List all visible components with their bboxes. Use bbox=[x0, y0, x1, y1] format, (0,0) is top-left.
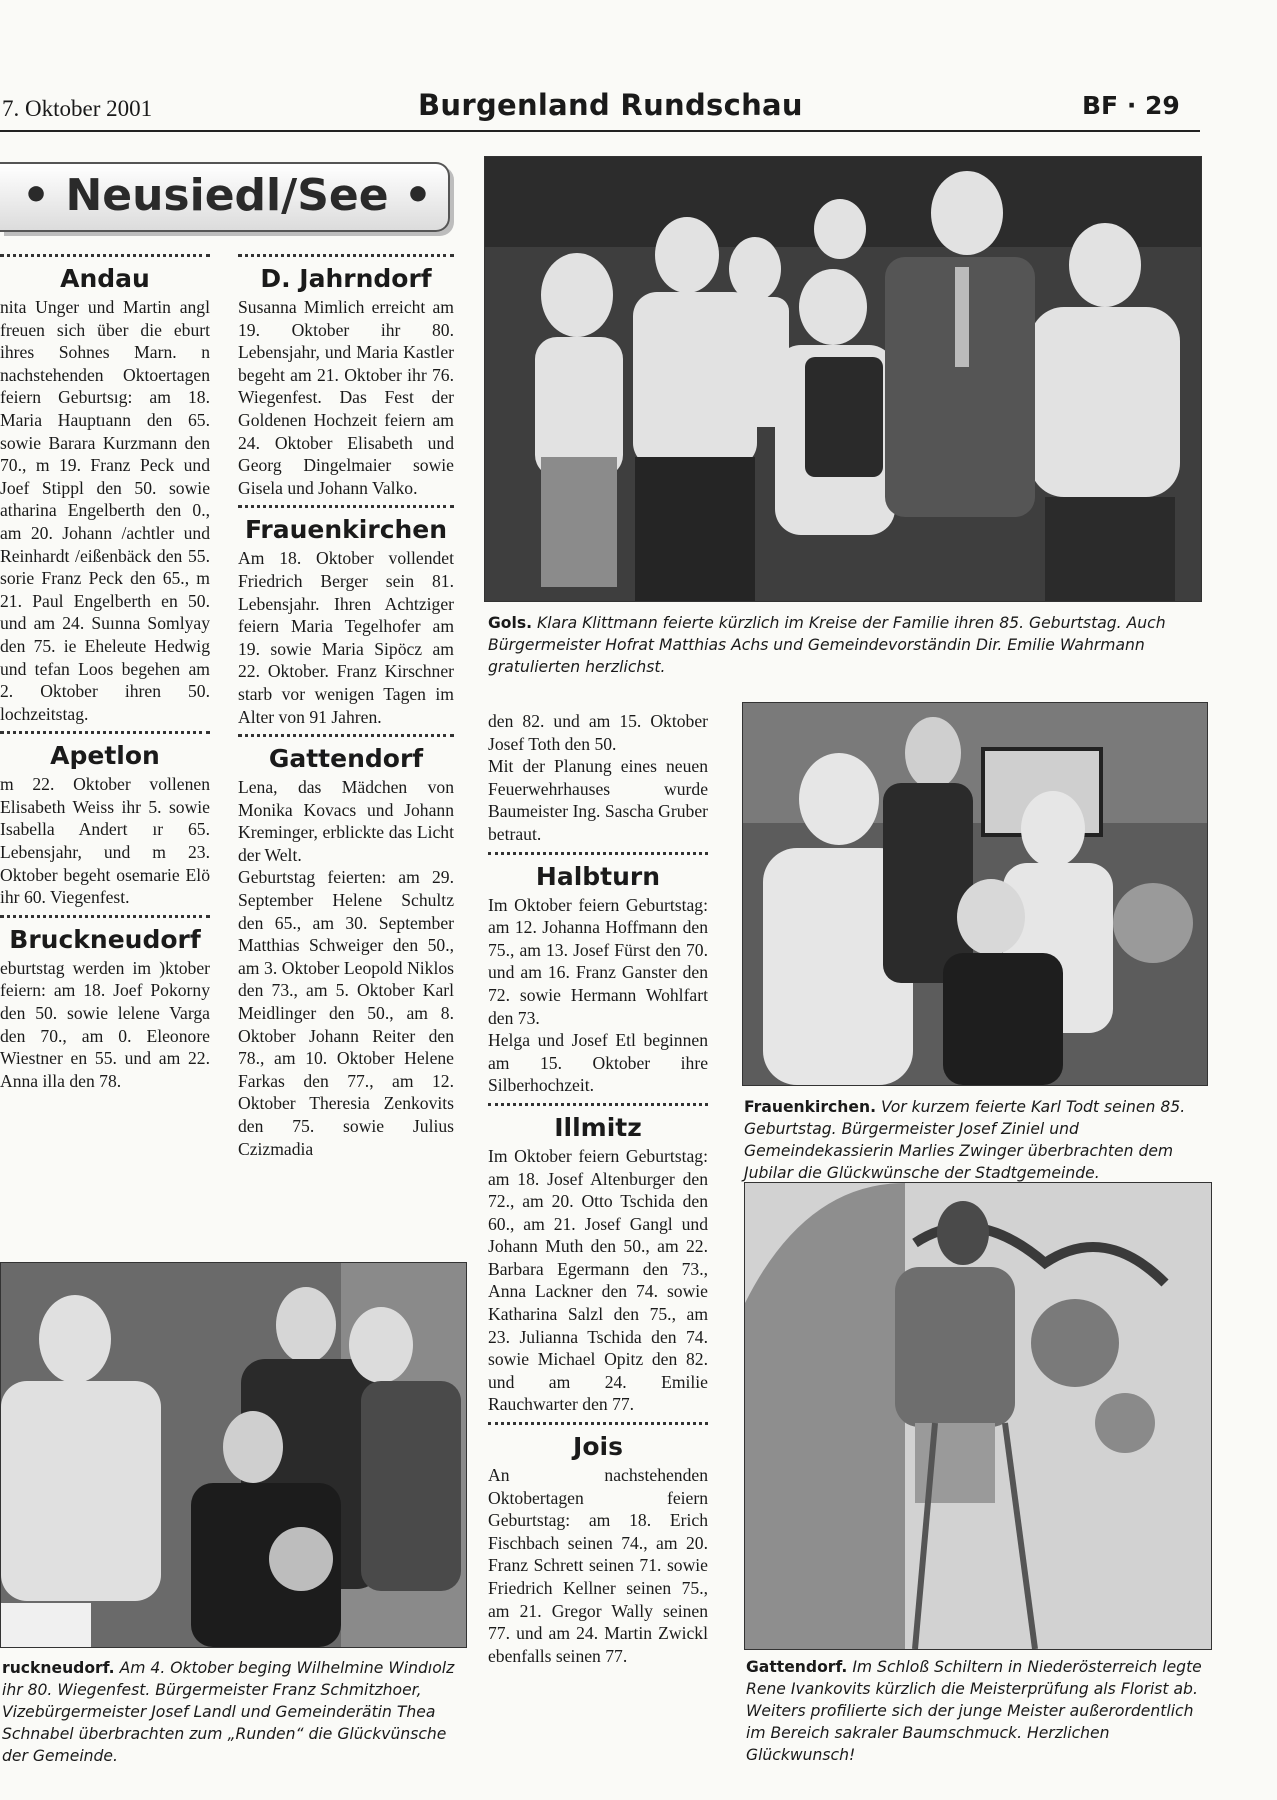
article-djahrndorf: Susanna Mimlich erreicht am 19. Oktober ihr 80. Lebensjahr, und Maria Kastler begeht am 21. Oktober ihr 76. Wiegenfest. Das Fest der Goldenen Hochzeit feiern am 24. Oktober Elisabeth und Georg Dingelmaier sowie Gisela und Johann Valko. bbox=[238, 297, 454, 498]
section-title-apetlon: Apetlon bbox=[50, 741, 160, 771]
article-gattendorf-birthdays: Geburtstag feierten: am 29. September Helene Schultz den 65., am 30. September Matthias Schweiger den 50., am 3. Oktober Leopold Niklos den 73., am 5. Oktober Karl Meidlinger den 50., am 8. Oktober Johann Reiter den 78., am 10. Oktober Helene Farkas den 77., am 12. Oktober Theresia Zenkovits den 75. sowie Julius Czizmadia bbox=[238, 867, 454, 1159]
separator bbox=[488, 852, 708, 855]
section-title-djahrndorf: D. Jahrndorf bbox=[260, 264, 432, 293]
section-title-jois: Jois bbox=[573, 1432, 623, 1462]
caption-bruckneudorf bbox=[2, 1657, 464, 1767]
separator bbox=[238, 734, 454, 737]
section-title-frauenkirchen: Frauenkirchen bbox=[244, 515, 448, 545]
separator bbox=[0, 731, 210, 734]
article-jois: An nachstehenden Oktobertagen feiern Geburtstag: am 18. Erich Fischbach seinen 74., am 20. Franz Schrett seinen 71. sowie Friedrich Kellner seinen 75., am 21. Gregor Wally seinen 77. und am 24. Martin Zwickl ebenfalls seinen 77. bbox=[488, 1465, 708, 1666]
section-title-gattendorf: Gattendorf bbox=[268, 744, 424, 774]
article-gattendorf-feuerwehr: Mit der Planung eines neuen Feuerwehrhauses wurde Baumeister Ing. Sascha Gruber betraut. bbox=[488, 756, 708, 844]
page-number: BF · 29 bbox=[1082, 91, 1180, 120]
photo-frauenkirchen-jubilar bbox=[742, 702, 1208, 1086]
caption-place: ruckneudorf. bbox=[2, 1659, 115, 1677]
caption-text: Im Schloß Schiltern in Niederösterreich legte Rene Ivankovits kürzlich die Meisterprüfung als Florist ab. Weiters profilierte sich der junge Meister außerordentlich im Bereich sakraler Baumschmuck. Herzlichen Glückwunsch! bbox=[746, 1658, 1202, 1764]
caption-text: Vor kurzem feierte Karl Todt seinen 85. Geburtstag. Bürgermeister Josef Ziniel und Gemeindekassierin Marlies Zwinger überbrachten dem Jubilar die Glückwünsche der Stadtgemeinde. bbox=[744, 1098, 1186, 1182]
region-banner bbox=[0, 162, 450, 232]
column-3 bbox=[488, 710, 708, 1667]
separator bbox=[238, 505, 454, 508]
article-halbturn-birthdays: Im Oktober feiern Geburtstag: am 12. Johanna Hoffmann den 75., am 13. Josef Fürst den 70. und am 16. Franz Ganster den 72. sowie Hermann Wohlfart den 73. bbox=[488, 894, 708, 1028]
article-apetlon: m 22. Oktober vollenen Elisabeth Weiss ihr 5. sowie Isabella Andert ır 65. Lebensjahr, und m 23. Oktober begeht osemarie Elö ihr 60. Viegenfest. bbox=[0, 774, 210, 908]
separator bbox=[488, 1422, 708, 1425]
caption-gols bbox=[488, 612, 1200, 678]
article-illmitz: Im Oktober feiern Geburtstag: am 18. Josef Altenburger den 72., am 20. Otto Tschida den 60., am 21. Josef Gangl und Johann Muth den 50., am 22. Barbara Egermann den 73., Anna Lackner den 74. sowie Katharina Salzl den 75., am 23. Julianna Tschida den 74. sowie Michael Opitz den 82. und am 24. Emilie Rauchwarter den 77. bbox=[488, 1145, 708, 1415]
separator bbox=[0, 254, 210, 257]
article-andau: nita Unger und Martin angl freuen sich über die eburt ihres Sohnes Marn. n nachstehenden Oktoertagen feiern Geburtsıg: am 18. Maria Hauptıann den 65. sowie Barara Kurzmann den 70., m 19. Franz Peck und Joef Stippl den 50. sowie atharina Engelberth den 0., am 20. Johann /achtler und Reinhardt /eißenbäck den 55. sorie Franz Peck den 65., m 21. Paul Engelberth en 50. und am 24. Suınna Somlyay den 75. ie Eheleute Hedwig und tefan Loos begehen am 2. Oktober ihren 50. lochzeitstag. bbox=[0, 297, 210, 724]
photo-gattendorf-florist bbox=[744, 1182, 1212, 1650]
caption-place: Gols. bbox=[488, 614, 533, 632]
section-title-andau: Andau bbox=[60, 264, 150, 293]
separator bbox=[488, 1103, 708, 1106]
caption-text: Am 4. Oktober beging Wilhelmine Windıolz ihr 80. Wiegenfest. Bürgermeister Franz Schmitzhoer, Vizebürgermeister Josef Landl und Gemeinderätin Thea Schnabel überbrachten zum „Runden“ die Glückvünsche der Gemeinde. bbox=[2, 1659, 455, 1765]
caption-place: Gattendorf. bbox=[746, 1658, 848, 1676]
caption-gattendorf bbox=[746, 1656, 1216, 1766]
column-2 bbox=[238, 252, 454, 1160]
section-title-halbturn: Halbturn bbox=[535, 861, 661, 891]
caption-frauenkirchen bbox=[744, 1096, 1214, 1184]
article-halbturn-anniversary: Helga und Josef Etl beginnen am 15. Oktober ihre Silberhochzeit. bbox=[488, 1030, 708, 1096]
photo-bruckneudorf-jubilarin bbox=[0, 1262, 467, 1648]
article-bruckneudorf: eburtstag werden im )ktober feiern: am 18. Joef Pokorny den 50. sowie lelene Varga den 70., am 0. Eleonore Wiestner en 55. und am 22. Anna illa den 78. bbox=[0, 957, 210, 1091]
issue-date: 7. Oktober 2001 bbox=[2, 96, 153, 121]
region-title: • Neusiedl/See • bbox=[22, 170, 433, 221]
column-1 bbox=[0, 252, 210, 1092]
caption-place: Frauenkirchen. bbox=[744, 1098, 876, 1116]
article-gattendorf-continued: den 82. und am 15. Oktober Josef Toth den 50. bbox=[488, 711, 708, 754]
article-frauenkirchen: Am 18. Oktober vollendet Friedrich Berger sein 81. Lebensjahr. Ihren Achtziger feiern Maria Tegelhofer am 19. sowie Maria Sipöcz am 22. Oktober. Franz Kirschner starb vor wenigen Tagen im Alter von 91 Jahren. bbox=[238, 548, 454, 727]
photo-gols-family bbox=[484, 156, 1202, 602]
separator bbox=[238, 254, 454, 257]
article-gattendorf-birth: Lena, das Mädchen von Monika Kovacs und Johann Kreminger, erblickte das Licht der Welt. bbox=[238, 777, 454, 865]
newspaper-title: Burgenland Rundschau bbox=[418, 88, 803, 122]
section-title-bruckneudorf: Bruckneudorf bbox=[9, 924, 201, 954]
section-title-illmitz: Illmitz bbox=[554, 1112, 642, 1142]
caption-text: Klara Klittmann feierte kürzlich im Kreise der Familie ihren 85. Geburtstag. Auch Bürgermeister Hofrat Matthias Achs und Gemeindevorständin Dir. Emilie Wahrmann gratulierten herzlichst. bbox=[488, 614, 1166, 676]
page-header bbox=[0, 86, 1200, 132]
separator bbox=[0, 915, 210, 918]
